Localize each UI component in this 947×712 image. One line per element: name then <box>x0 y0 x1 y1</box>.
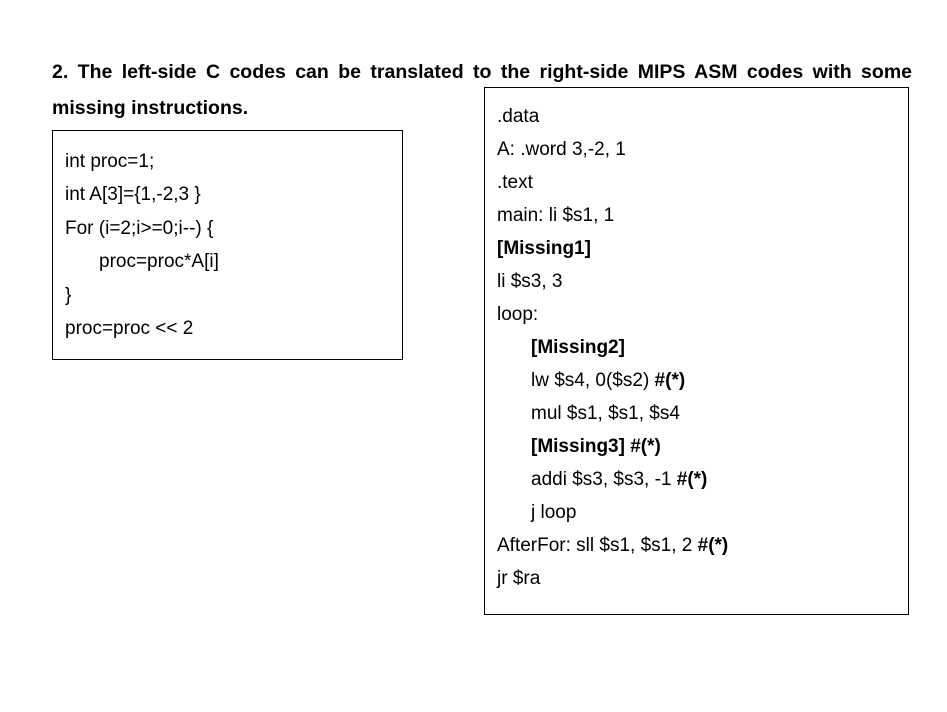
asm-code-line: jr $ra <box>497 568 541 589</box>
asm-code: addi $s3, $s3, -1 <box>531 469 677 490</box>
c-code-line: proc=proc << 2 <box>65 317 194 339</box>
asm-code-line: A: .word 3,-2, 1 <box>497 139 626 160</box>
asm-code-line: li $s3, 3 <box>497 271 563 292</box>
asm-comment-marker: #(*) <box>630 436 661 457</box>
c-code-line: int A[3]={1,-2,3 } <box>65 184 201 206</box>
asm-code: AfterFor: sll $s1, $s1, 2 <box>497 535 698 556</box>
asm-missing-3 <box>497 430 908 463</box>
asm-comment-marker: #(*) <box>676 469 708 490</box>
c-code-box <box>52 130 403 360</box>
asm-code: [Missing3] <box>531 436 631 457</box>
asm-loop-label: loop: <box>497 304 539 325</box>
asm-code-line: mul $s1, $s1, $s4 <box>531 403 680 424</box>
asm-missing-1: [Missing1] <box>497 238 591 259</box>
c-code-line: } <box>65 284 72 306</box>
asm-comment-marker: #(*) <box>697 535 729 556</box>
c-code-line: int proc=1; <box>65 151 155 172</box>
asm-code-line <box>497 364 908 397</box>
asm-code-line: .text <box>497 172 533 193</box>
asm-code-line: j loop <box>531 502 577 523</box>
c-code-line: proc=proc*A[i] <box>99 251 219 273</box>
asm-code-box <box>484 87 909 615</box>
asm-code: lw $s4, 0($s2) <box>531 370 655 391</box>
asm-code-line: .data <box>497 106 540 127</box>
c-code-line: For (i=2;i>=0;i--) { <box>65 217 214 239</box>
asm-code-line <box>497 463 908 496</box>
asm-code-line: main: li $s1, 1 <box>497 205 615 226</box>
asm-missing-2: [Missing2] <box>531 337 625 358</box>
asm-code-line <box>497 529 908 562</box>
question-text: 2. The left-side C codes can be translated to the right-side MIPS ASM codes with some missing instructions. <box>52 61 912 119</box>
asm-comment-marker: #(*) <box>654 370 686 391</box>
